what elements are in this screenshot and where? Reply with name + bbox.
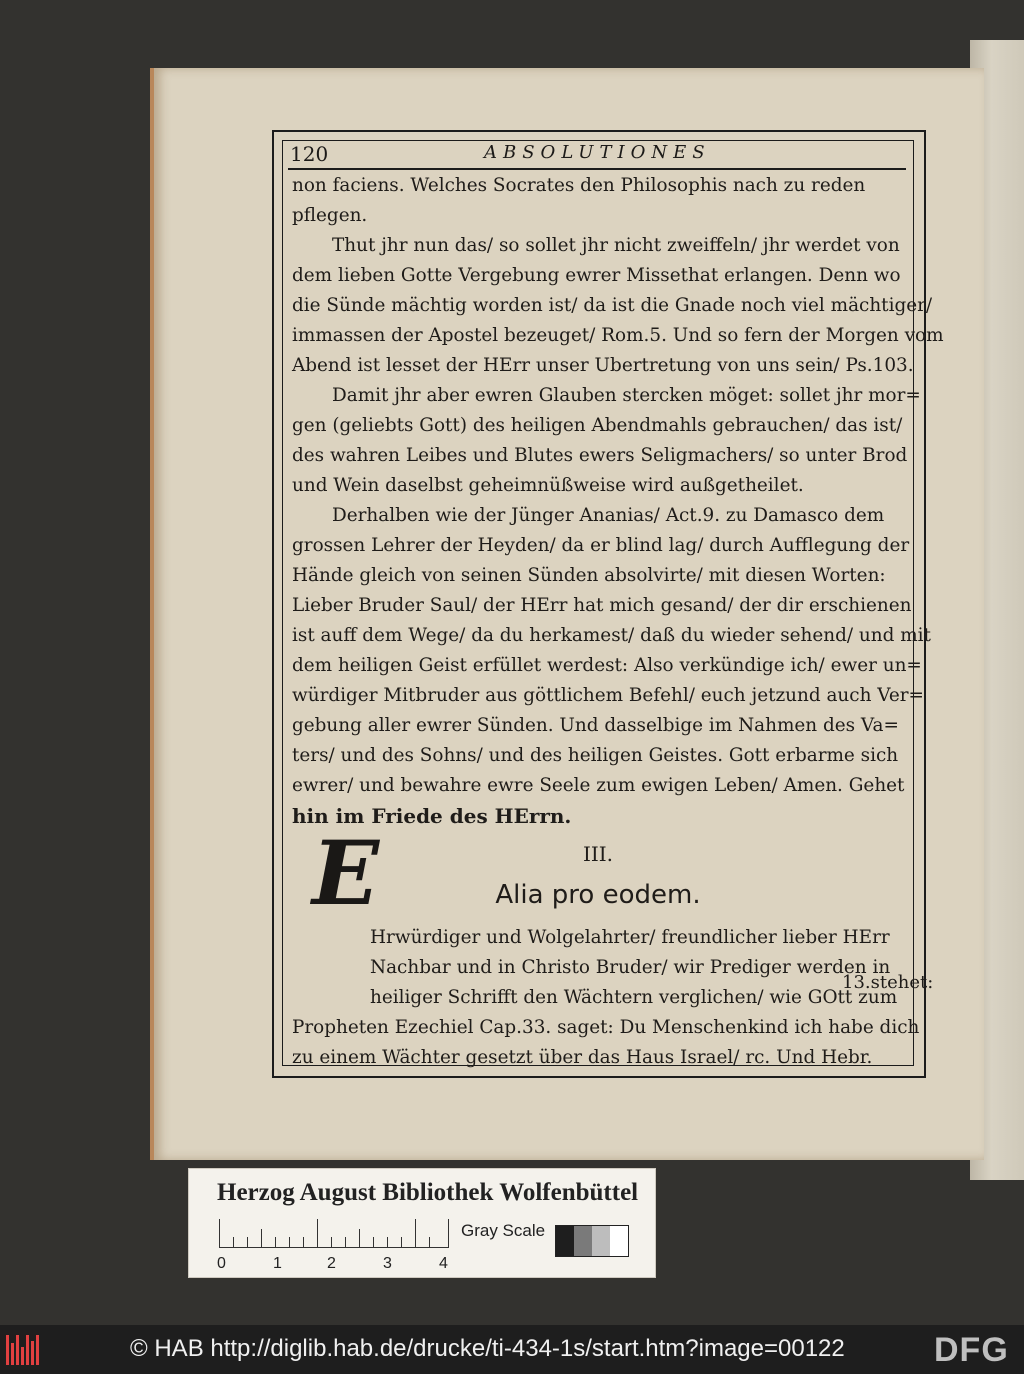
ruler-tick [387,1237,388,1247]
ruler-tick [233,1237,234,1247]
ruler-tick [275,1237,276,1247]
scale-number: 1 [273,1255,282,1272]
ruler-tick [261,1229,262,1247]
scale-number: 3 [383,1255,392,1272]
section-number: III. [582,842,614,866]
text-line: dem heiligen Geist erfüllet werdest: Also verkündige ich/ ewer un= [292,655,922,676]
ruler-tick [247,1237,248,1247]
scale-number: 0 [217,1255,226,1272]
running-head: ABSOLUTIONES [484,142,711,163]
text-line: gebung aller ewrer Sünden. Und dasselbige im Nahmen des Va= [292,715,899,736]
scale-number: 2 [327,1255,336,1272]
scale-number: 4 [439,1255,448,1272]
text-line: heiliger Schrifft den Wächtern verglichen/ wie GOtt zum [370,987,898,1008]
library-label [188,1168,656,1278]
text-line: Abend ist lesset der HErr unser Ubertretung von uns sein/ Ps.103. [292,355,914,376]
hab-logo-icon [6,1335,42,1365]
text-line: ewrer/ und bewahre ewre Seele zum ewigen Leben/ Amen. Gehet [292,775,905,796]
gray-swatch [556,1226,574,1256]
ruler-tick [289,1237,290,1247]
copyright-link[interactable]: © HAB http://diglib.hab.de/drucke/ti-434-1s/start.htm?image=00122 [130,1335,845,1362]
text-line: Thut jhr nun das/ so sollet jhr nicht zweiffeln/ jhr werdet von [332,235,900,256]
text-line: ist auff dem Wege/ da du herkamest/ daß du wieder sehend/ und mit [292,625,931,646]
gray-swatch [574,1226,592,1256]
text-line: würdiger Mitbruder aus göttlichem Befehl/ euch jetzund auch Ver= [292,685,924,706]
text-line: pflegen. [292,205,368,226]
dfg-logo: DFG [934,1331,1009,1369]
text-line: non faciens. Welches Socrates den Philosophis nach zu reden [292,175,866,196]
gray-scale-label: Gray Scale [461,1221,546,1240]
decorative-initial: E [312,821,380,925]
scanned-page [150,68,984,1160]
text-line: die Sünde mächtig worden ist/ da ist die Gnade noch viel mächtiger/ [292,295,933,316]
text-line: Lieber Bruder Saul/ der HErr hat mich gesand/ der dir erschienen [292,595,912,616]
ruler-tick [401,1237,402,1247]
gray-scale-swatches [555,1225,629,1257]
ruler-tick [415,1219,416,1247]
text-line: ters/ und des Sohns/ und des heiligen Geistes. Gott erbarme sich [292,745,899,766]
ruler-tick [345,1237,346,1247]
catchword: 13.stehet: [842,972,934,993]
section-heading: Alia pro eodem. [495,880,701,910]
ruler-tick [429,1237,430,1247]
text-line: grossen Lehrer der Heyden/ da er blind lag/ durch Aufflegung der [292,535,910,556]
text-line: dem lieben Gotte Vergebung ewrer Missethat erlangen. Denn wo [292,265,901,286]
text-line: Hände gleich von seinen Sünden absolvirte/ mit diesen Worten: [292,565,886,586]
ruler-tick [219,1219,220,1247]
page-number: 120 [290,142,329,166]
text-line: Hrwürdiger und Wolgelahrter/ freundlicher lieber HErr [370,927,890,948]
text-line: des wahren Leibes und Blutes ewers Seligmachers/ so unter Brod [292,445,908,466]
gray-swatch [592,1226,610,1256]
text-line: Derhalben wie der Jünger Ananias/ Act.9. zu Damasco dem [332,505,885,526]
text-line: Damit jhr aber ewren Glauben stercken möget: sollet jhr mor= [332,385,921,406]
text-line: zu einem Wächter gesetzt über das Haus Israel/ rc. Und Hebr. [292,1047,873,1068]
ruler-tick [359,1229,360,1247]
gray-swatch [610,1226,628,1256]
scale-ruler [219,1219,449,1248]
library-name: Herzog August Bibliothek Wolfenbüttel [217,1179,639,1206]
text-line: immassen der Apostel bezeuget/ Rom.5. Und so fern der Morgen vom [292,325,944,346]
ruler-tick [448,1219,449,1247]
text-line: Propheten Ezechiel Cap.33. saget: Du Menschenkind ich habe dich [292,1017,920,1038]
ruler-tick [303,1237,304,1247]
ruler-tick [331,1237,332,1247]
text-line: Nachbar und in Christo Bruder/ wir Prediger werden in [370,957,891,978]
footer-bar [0,1325,1024,1374]
text-line: gen (geliebts Gott) des heiligen Abendmahls gebrauchen/ das ist/ [292,415,903,436]
ruler-tick [317,1219,318,1247]
text-line: hin im Friede des HErrn. [292,804,572,828]
ruler-tick [373,1237,374,1247]
text-line: und Wein daselbst geheimnüßweise wird außgetheilet. [292,475,804,496]
